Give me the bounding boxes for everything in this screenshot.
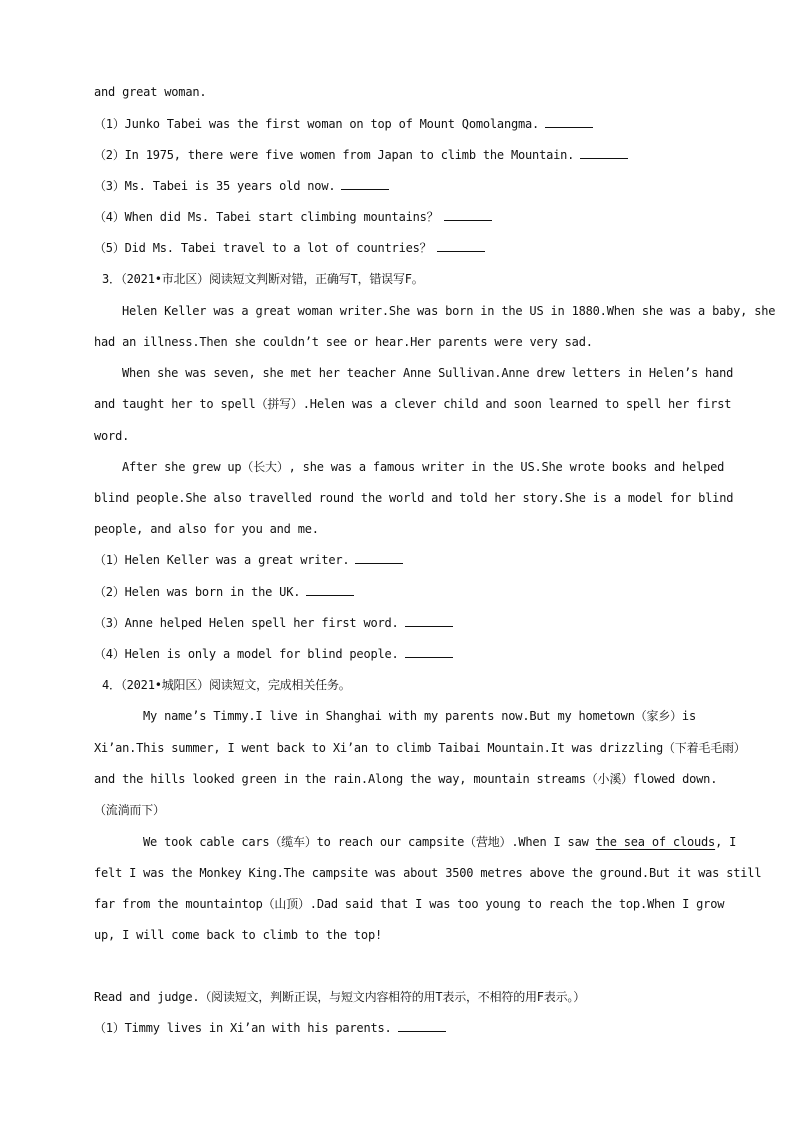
question-text: （4）Helen is only a model for blind people.	[94, 647, 399, 661]
answer-blank[interactable]	[306, 585, 354, 596]
underlined-phrase: the sea of clouds	[595, 835, 716, 849]
question-text: （1）Helen Keller was a great writer.	[94, 553, 350, 567]
question-line	[94, 116, 593, 132]
passage-line: up, I will come back to climb to the top!	[94, 928, 383, 942]
passage-line: My name’s Timmy.I live in Shanghai with my parents now.But my hometown（家乡）is	[143, 709, 696, 723]
question-line	[94, 209, 492, 225]
answer-blank[interactable]	[398, 1021, 446, 1032]
passage-line: far from the mountaintop（山顶）.Dad said that I was too young to reach the top.When I grow	[94, 897, 725, 911]
question-text: （3）Anne helped Helen spell her first word.	[94, 616, 399, 630]
question-line	[94, 646, 453, 662]
passage-line: After she grew up（长大）, she was a famous writer in the US.She wrote books and helped	[122, 460, 725, 474]
question-text: （5）Did Ms. Tabei travel to a lot of countries？	[94, 241, 432, 255]
passage-text: , I	[715, 835, 737, 849]
answer-blank[interactable]	[437, 241, 485, 252]
passage-line: word.	[94, 429, 130, 443]
passage-line	[143, 834, 736, 850]
passage-line: and the hills looked green in the rain.Along the way, mountain streams（小溪）flowed down.	[94, 772, 718, 786]
question-line	[94, 147, 628, 163]
section-header: 4．（2021•城阳区）阅读短文，完成相关任务。	[102, 678, 351, 692]
passage-line: Helen Keller was a great woman writer.She was born in the US in 1880.When she was a baby, she	[122, 304, 776, 318]
question-line	[94, 178, 389, 194]
paragraph-fragment: and great woman.	[94, 85, 207, 99]
passage-line: blind people.She also travelled round the world and told her story.She is a model for blind	[94, 491, 734, 505]
instruction: Read and judge.（阅读短文，判断正误，与短文内容相符的用T表示，不相符的用F表示。）	[94, 990, 586, 1004]
question-text: （1）Timmy lives in Xi’an with his parents.	[94, 1021, 392, 1035]
question-text: （2）Helen was born in the UK.	[94, 585, 301, 599]
answer-blank[interactable]	[444, 210, 492, 221]
passage-text: We took cable cars（缆车）to reach our campsite（营地）.When I saw	[143, 835, 596, 849]
answer-blank[interactable]	[341, 179, 389, 190]
question-line	[94, 240, 485, 256]
question-line	[94, 584, 354, 600]
answer-blank[interactable]	[580, 148, 628, 159]
question-line	[94, 615, 453, 631]
question-text: （3）Ms. Tabei is 35 years old now.	[94, 179, 336, 193]
question-text: （1）Junko Tabei was the first woman on top of Mount Qomolangma.	[94, 117, 540, 131]
passage-line: people, and also for you and me.	[94, 522, 319, 536]
question-line	[94, 1020, 446, 1036]
passage-line: and taught her to spell（拼写）.Helen was a clever child and soon learned to spell her first	[94, 397, 732, 411]
passage-line: had an illness.Then she couldn’t see or hear.Her parents were very sad.	[94, 335, 593, 349]
question-line	[94, 552, 403, 568]
passage-line: （流淌而下）	[94, 803, 165, 817]
passage-line: felt I was the Monkey King.The campsite was about 3500 metres above the ground.But it was still	[94, 866, 762, 880]
passage-line: When she was seven, she met her teacher Anne Sullivan.Anne drew letters in Helen’s hand	[122, 366, 734, 380]
answer-blank[interactable]	[355, 553, 403, 564]
answer-blank[interactable]	[405, 616, 453, 627]
answer-blank[interactable]	[405, 647, 453, 658]
section-header: 3．（2021•市北区）阅读短文判断对错，正确写T，错误写F。	[102, 272, 424, 286]
answer-blank[interactable]	[545, 117, 593, 128]
question-text: （4）When did Ms. Tabei start climbing mountains？	[94, 210, 439, 224]
passage-line: Xi’an.This summer, I went back to Xi’an to climb Taibai Mountain.It was drizzling（下着毛毛雨）	[94, 741, 746, 755]
question-text: （2）In 1975, there were five women from Japan to climb the Mountain.	[94, 148, 575, 162]
